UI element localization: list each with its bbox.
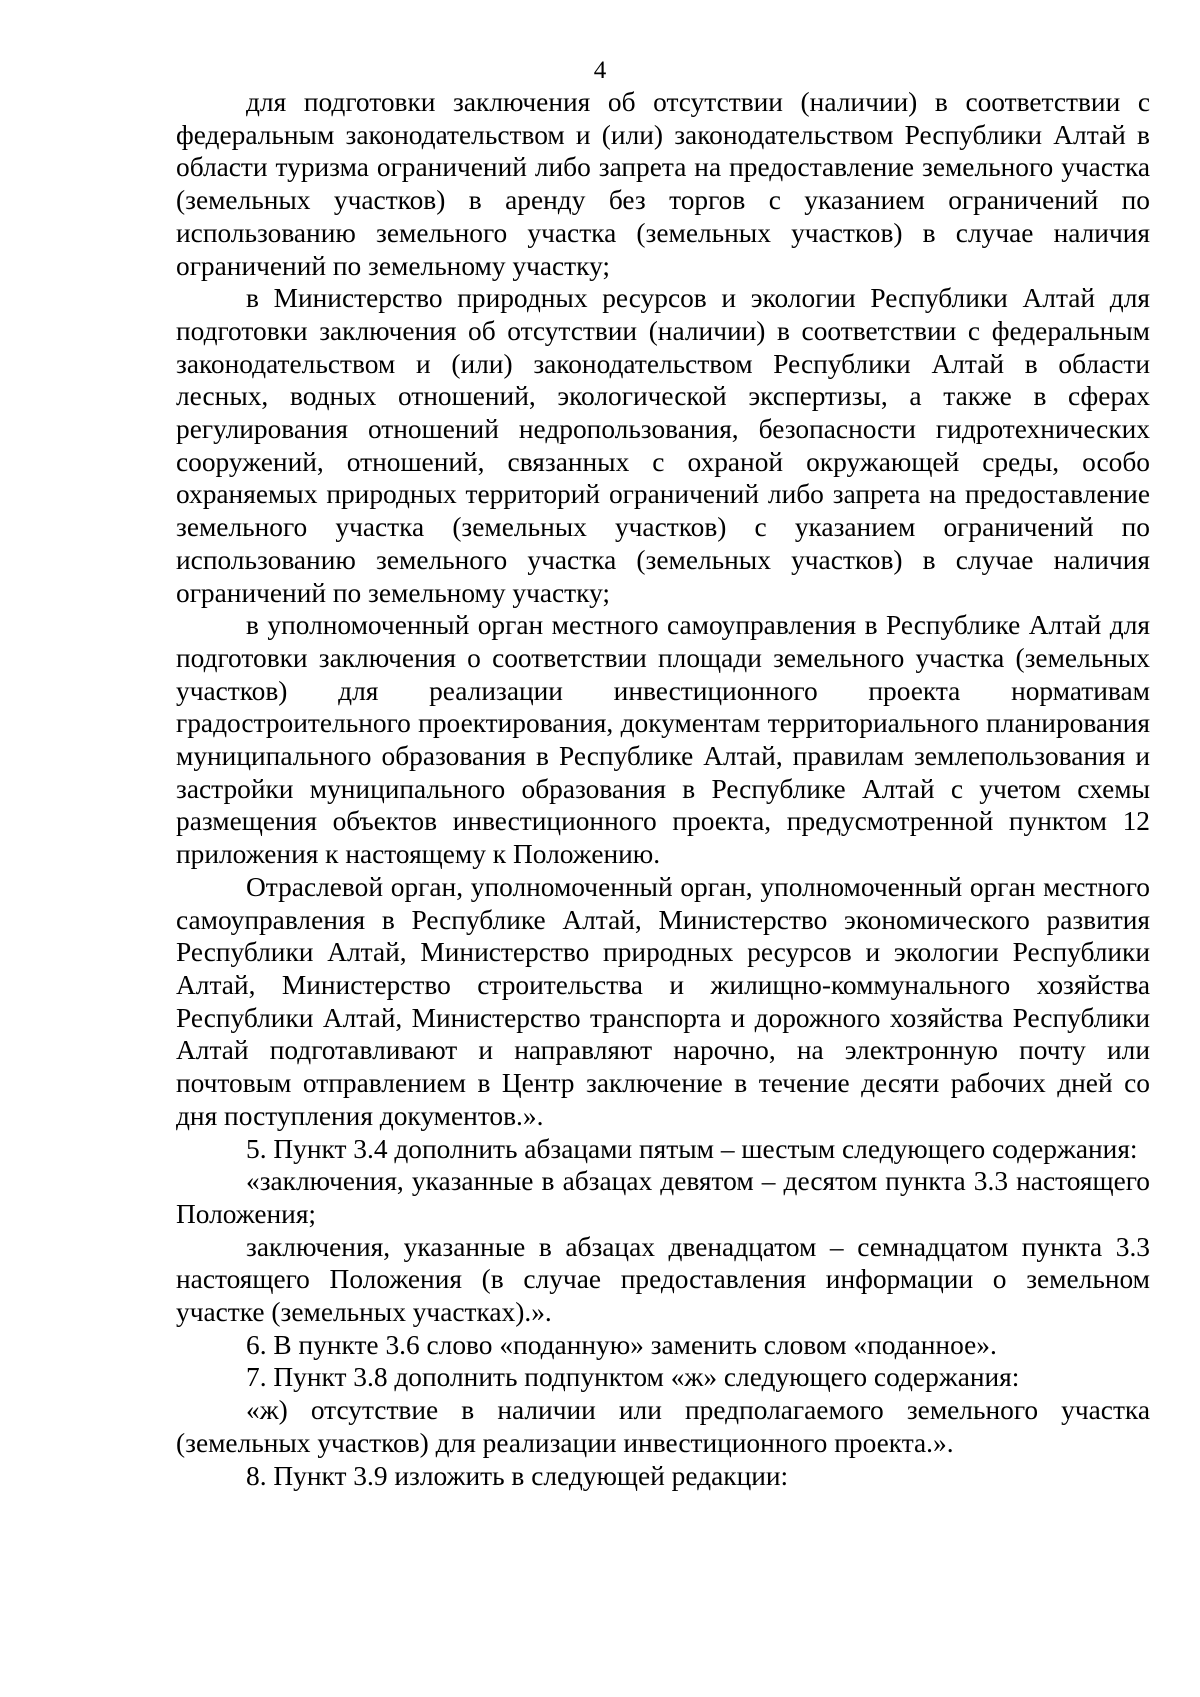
paragraph-tourism-conclusion: для подготовки заключения об отсутствии (наличии) в соответствии с федеральным законодательством и (или) законодательством Республики Алтай в области туризма ограничений либо запрета на предоставление земельного участка (земельных участков) в аренду без торгов с указанием ограничений по использованию земельного участка (земельных участков) в случае наличия ограничений по земельному участку;	[176, 87, 1150, 281]
paragraph-local-self-government: в уполномоченный орган местного самоуправления в Республике Алтай для подготовки заключения о соответствии площади земельного участка (земельных участков) для реализации инвестиционного проекта нормативам градостроительного проектирования, документам территориального планирования муниципального образования в Республике Алтай, правилам землепользования и застройки муниципального образования в Республике Алтай с учетом схемы размещения объектов инвестиционного проекта, предусмотренной пунктом 12 приложения к настоящему к Положению.	[176, 610, 1150, 870]
paragraph-authorities-prepare-conclusion: Отраслевой орган, уполномоченный орган, уполномоченный орган местного самоуправления в Республике Алтай, Министерство экономического развития Республики Алтай, Министерство природных ресурсов и экологии Республики Алтай, Министерство строительства и жилищно-коммунального хозяйства Республики Алтай, Министерство транспорта и дорожного хозяйства Республики Алтай подготавливают и направляют нарочно, на электронную почту или почтовым отправлением в Центр заключение в течение десяти рабочих дней со дня поступления документов.».	[176, 871, 1150, 1131]
paragraph-quote-conclusions-12-17: заключения, указанные в абзацах двенадцатом – семнадцатом пункта 3.3 настоящего Положения (в случае предоставления информации о земельном участке (земельных участках).».	[176, 1231, 1150, 1328]
paragraph-subitem-zh: «ж) отсутствие в наличии или предполагаемого земельного участка (земельных участков) для реализации инвестиционного проекта.».	[176, 1395, 1150, 1458]
paragraph-item-7: 7. Пункт 3.8 дополнить подпунктом «ж» следующего содержания:	[246, 1362, 1020, 1393]
paragraph-quote-conclusions-9-10: «заключения, указанные в абзацах девятом – десятом пункта 3.3 настоящего Положения;	[176, 1166, 1150, 1229]
paragraph-natural-resources-ministry: в Министерство природных ресурсов и экологии Республики Алтай для подготовки заключения об отсутствии (наличии) в соответствии с федеральным законодательством и (или) законодательством Республики Алтай в области лесных, водных отношений, экологической экспертизы, а также в сферах регулирования отношений недропользования, безопасности гидротехнических сооружений, отношений, связанных с охраной окружающей среды, особо охраняемых природных территорий ограничений либо запрета на предоставление земельного участка (земельных участков) с указанием ограничений по использованию земельного участка (земельных участков) в случае наличия ограничений по земельному участку;	[176, 283, 1150, 608]
paragraph-item-6: 6. В пункте 3.6 слово «поданную» заменить словом «поданное».	[246, 1329, 997, 1360]
document-body	[176, 86, 1150, 1492]
paragraph-item-8: 8. Пункт 3.9 изложить в следующей редакции:	[246, 1460, 789, 1491]
paragraph-item-5: 5. Пункт 3.4 дополнить абзацами пятым – шестым следующего содержания:	[246, 1133, 1138, 1164]
page-number: 4	[593, 57, 607, 84]
